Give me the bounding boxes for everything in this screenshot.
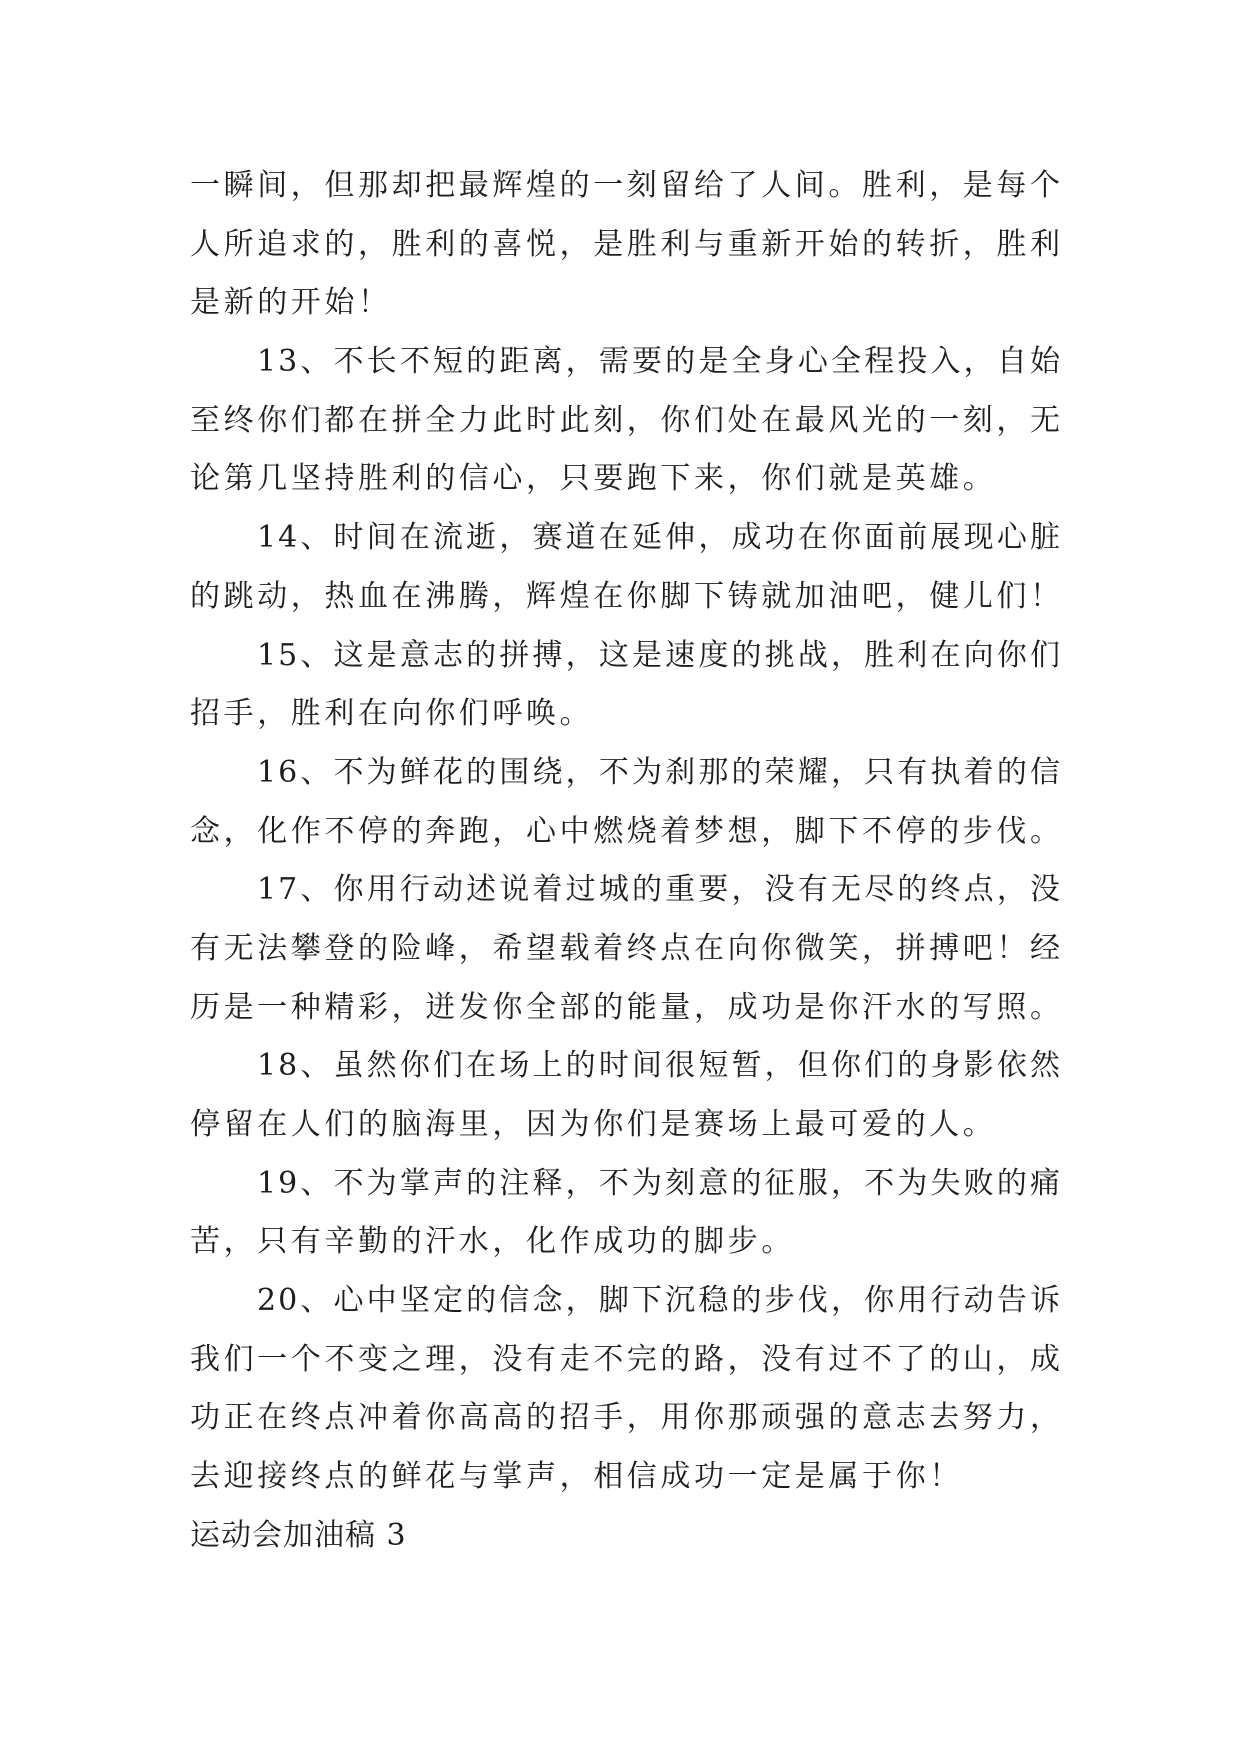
text-line: 19、不为掌声的注释，不为刻意的征服，不为失败的痛 xyxy=(257,1165,1062,1201)
text-line: 功正在终点冲着你高高的招手，用你那顽强的意志去努力， xyxy=(190,1400,1062,1436)
text-line: 17、你用行动述说着过城的重要，没有无尽的终点，没 xyxy=(257,872,1062,908)
text-line: 一瞬间，但那却把最辉煌的一刻留给了人间。胜利，是每个 xyxy=(190,168,1062,203)
paragraph-20 xyxy=(190,1272,1062,1507)
text-line: 苦，只有辛勤的汗水，化作成功的脚步。 xyxy=(190,1224,795,1260)
text-line: 18、虽然你们在场上的时间很短暂，但你们的身影依然 xyxy=(257,1048,1062,1084)
text-line: 20、心中坚定的信念，脚下沉稳的步伐，你用行动告诉 xyxy=(257,1283,1062,1319)
text-line: 论第几坚持胜利的信心，只要跑下来，你们就是英雄。 xyxy=(190,461,997,497)
text-line: 停留在人们的脑海里，因为你们是赛场上最可爱的人。 xyxy=(190,1107,997,1142)
text-line: 13、不长不短的距离，需要的是全身心全程投入，自始 xyxy=(257,344,1062,380)
paragraph-18 xyxy=(190,1037,1062,1154)
text-line: 人所追求的，胜利的喜悦，是胜利与重新开始的转折，胜利 xyxy=(190,226,1062,262)
section-heading: 运动会加油稿 3 xyxy=(190,1517,407,1553)
document-body xyxy=(190,157,1062,1566)
paragraph-13 xyxy=(190,333,1062,509)
text-line: 念，化作不停的奔跑，心中燃烧着梦想，脚下不停的步伐。 xyxy=(190,813,1062,849)
paragraph-14 xyxy=(190,509,1062,626)
paragraph-17 xyxy=(190,861,1062,1037)
text-line: 历是一种精彩，迸发你全部的能量，成功是你汗水的写照。 xyxy=(190,989,1062,1025)
text-line: 14、时间在流逝，赛道在延伸，成功在你面前展现心脏 xyxy=(257,520,1062,556)
paragraph-16 xyxy=(190,744,1062,861)
text-line: 15、这是意志的拼搏，这是速度的挑战，胜利在向你们 xyxy=(257,637,1062,673)
text-line: 的跳动，热血在沸腾，辉煌在你脚下铸就加油吧，健儿们！ xyxy=(190,578,1062,614)
paragraph-19 xyxy=(190,1155,1062,1272)
paragraph-15 xyxy=(190,627,1062,744)
text-line: 是新的开始！ xyxy=(190,285,392,321)
text-line: 至终你们都在拼全力此时此刻，你们处在最风光的一刻，无 xyxy=(190,402,1062,438)
text-line: 我们一个不变之理，没有走不完的路，没有过不了的山，成 xyxy=(190,1341,1062,1377)
text-line: 招手，胜利在向你们呼唤。 xyxy=(190,696,594,732)
text-line: 去迎接终点的鲜花与掌声，相信成功一定是属于你！ xyxy=(190,1459,963,1495)
text-line: 16、不为鲜花的围绕，不为刹那的荣耀，只有执着的信 xyxy=(257,754,1062,790)
text-line: 有无法攀登的险峰，希望载着终点在向你微笑，拼搏吧！经 xyxy=(190,930,1062,966)
paragraph-continuation xyxy=(190,157,1062,333)
